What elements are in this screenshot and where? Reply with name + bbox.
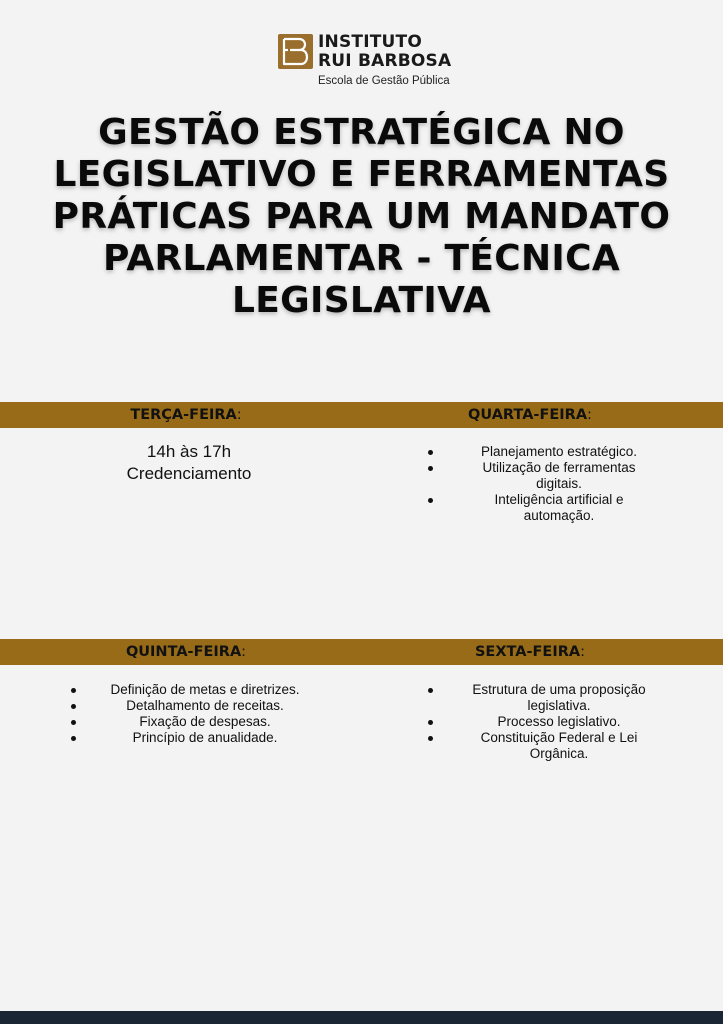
- list-item: [425, 444, 665, 460]
- wednesday-topic-list: [425, 444, 665, 524]
- title-line: LEGISLATIVO E FERRAMENTAS: [53, 154, 670, 195]
- topic-line: Detalhamento de receitas.: [126, 698, 284, 713]
- logo-name-line-1: INSTITUTO: [318, 32, 422, 52]
- list-item: [68, 730, 314, 746]
- logo-subtitle: Escola de Gestão Pública: [318, 75, 450, 87]
- footer-bar: [0, 1011, 723, 1024]
- list-item: [425, 682, 665, 714]
- topic-line: Inteligência artificial e: [494, 492, 624, 507]
- list-item: [425, 492, 665, 524]
- topic-line: Processo legislativo.: [497, 714, 621, 729]
- list-item: [425, 730, 665, 762]
- day-label-friday-text: SEXTA-FEIRA: [474, 644, 581, 660]
- title-line: GESTÃO ESTRATÉGICA NO: [98, 112, 625, 153]
- topic-line: Fixação de despesas.: [139, 714, 271, 729]
- page-title: [20, 112, 703, 322]
- list-item: [68, 698, 314, 714]
- tuesday-content: [60, 441, 318, 485]
- day-label-tuesday: TERÇA-FEIRA:: [130, 407, 242, 423]
- topic-line: Orgânica.: [529, 746, 589, 761]
- tuesday-activity: Credenciamento: [126, 464, 252, 483]
- title-line: PRÁTICAS PARA UM MANDATO: [52, 196, 671, 237]
- list-item: [425, 460, 665, 492]
- day-label-wednesday-text: QUARTA-FEIRA: [468, 407, 588, 423]
- day-label-friday: SEXTA-FEIRA:: [474, 644, 585, 660]
- list-item: [68, 682, 314, 698]
- tuesday-time: 14h às 17h: [146, 442, 232, 461]
- day-label-thursday: QUINTA-FEIRA:: [125, 644, 247, 660]
- day-label-tuesday-text: TERÇA-FEIRA: [130, 407, 237, 423]
- topic-line: Princípio de anualidade.: [132, 730, 278, 745]
- institute-logo: [278, 33, 458, 89]
- day-header-band-top: [0, 402, 723, 428]
- logo-name-line-2: RUI BARBOSA: [318, 51, 452, 71]
- topic-line: Constituição Federal e Lei: [480, 730, 638, 745]
- list-item: [425, 714, 665, 730]
- title-line: PARLAMENTAR - TÉCNICA: [102, 238, 621, 279]
- topic-line: digitais.: [536, 476, 582, 491]
- logo-monogram-icon: [278, 34, 313, 69]
- topic-line: Definição de metas e diretrizes.: [110, 682, 300, 697]
- topic-line: automação.: [523, 508, 595, 523]
- logo-name: [318, 33, 451, 71]
- topic-line: Utilização de ferramentas: [482, 460, 636, 475]
- title-line: LEGISLATIVA: [232, 280, 491, 321]
- list-item: [68, 714, 314, 730]
- day-label-thursday-text: QUINTA-FEIRA: [125, 644, 242, 660]
- day-label-wednesday: QUARTA-FEIRA:: [468, 407, 592, 423]
- topic-line: legislativa.: [527, 698, 591, 713]
- friday-topic-list: [425, 682, 665, 762]
- day-header-band-bottom: [0, 639, 723, 665]
- thursday-topic-list: [68, 682, 314, 746]
- topic-line: Planejamento estratégico.: [480, 444, 638, 459]
- topic-line: Estrutura de uma proposição: [472, 682, 646, 697]
